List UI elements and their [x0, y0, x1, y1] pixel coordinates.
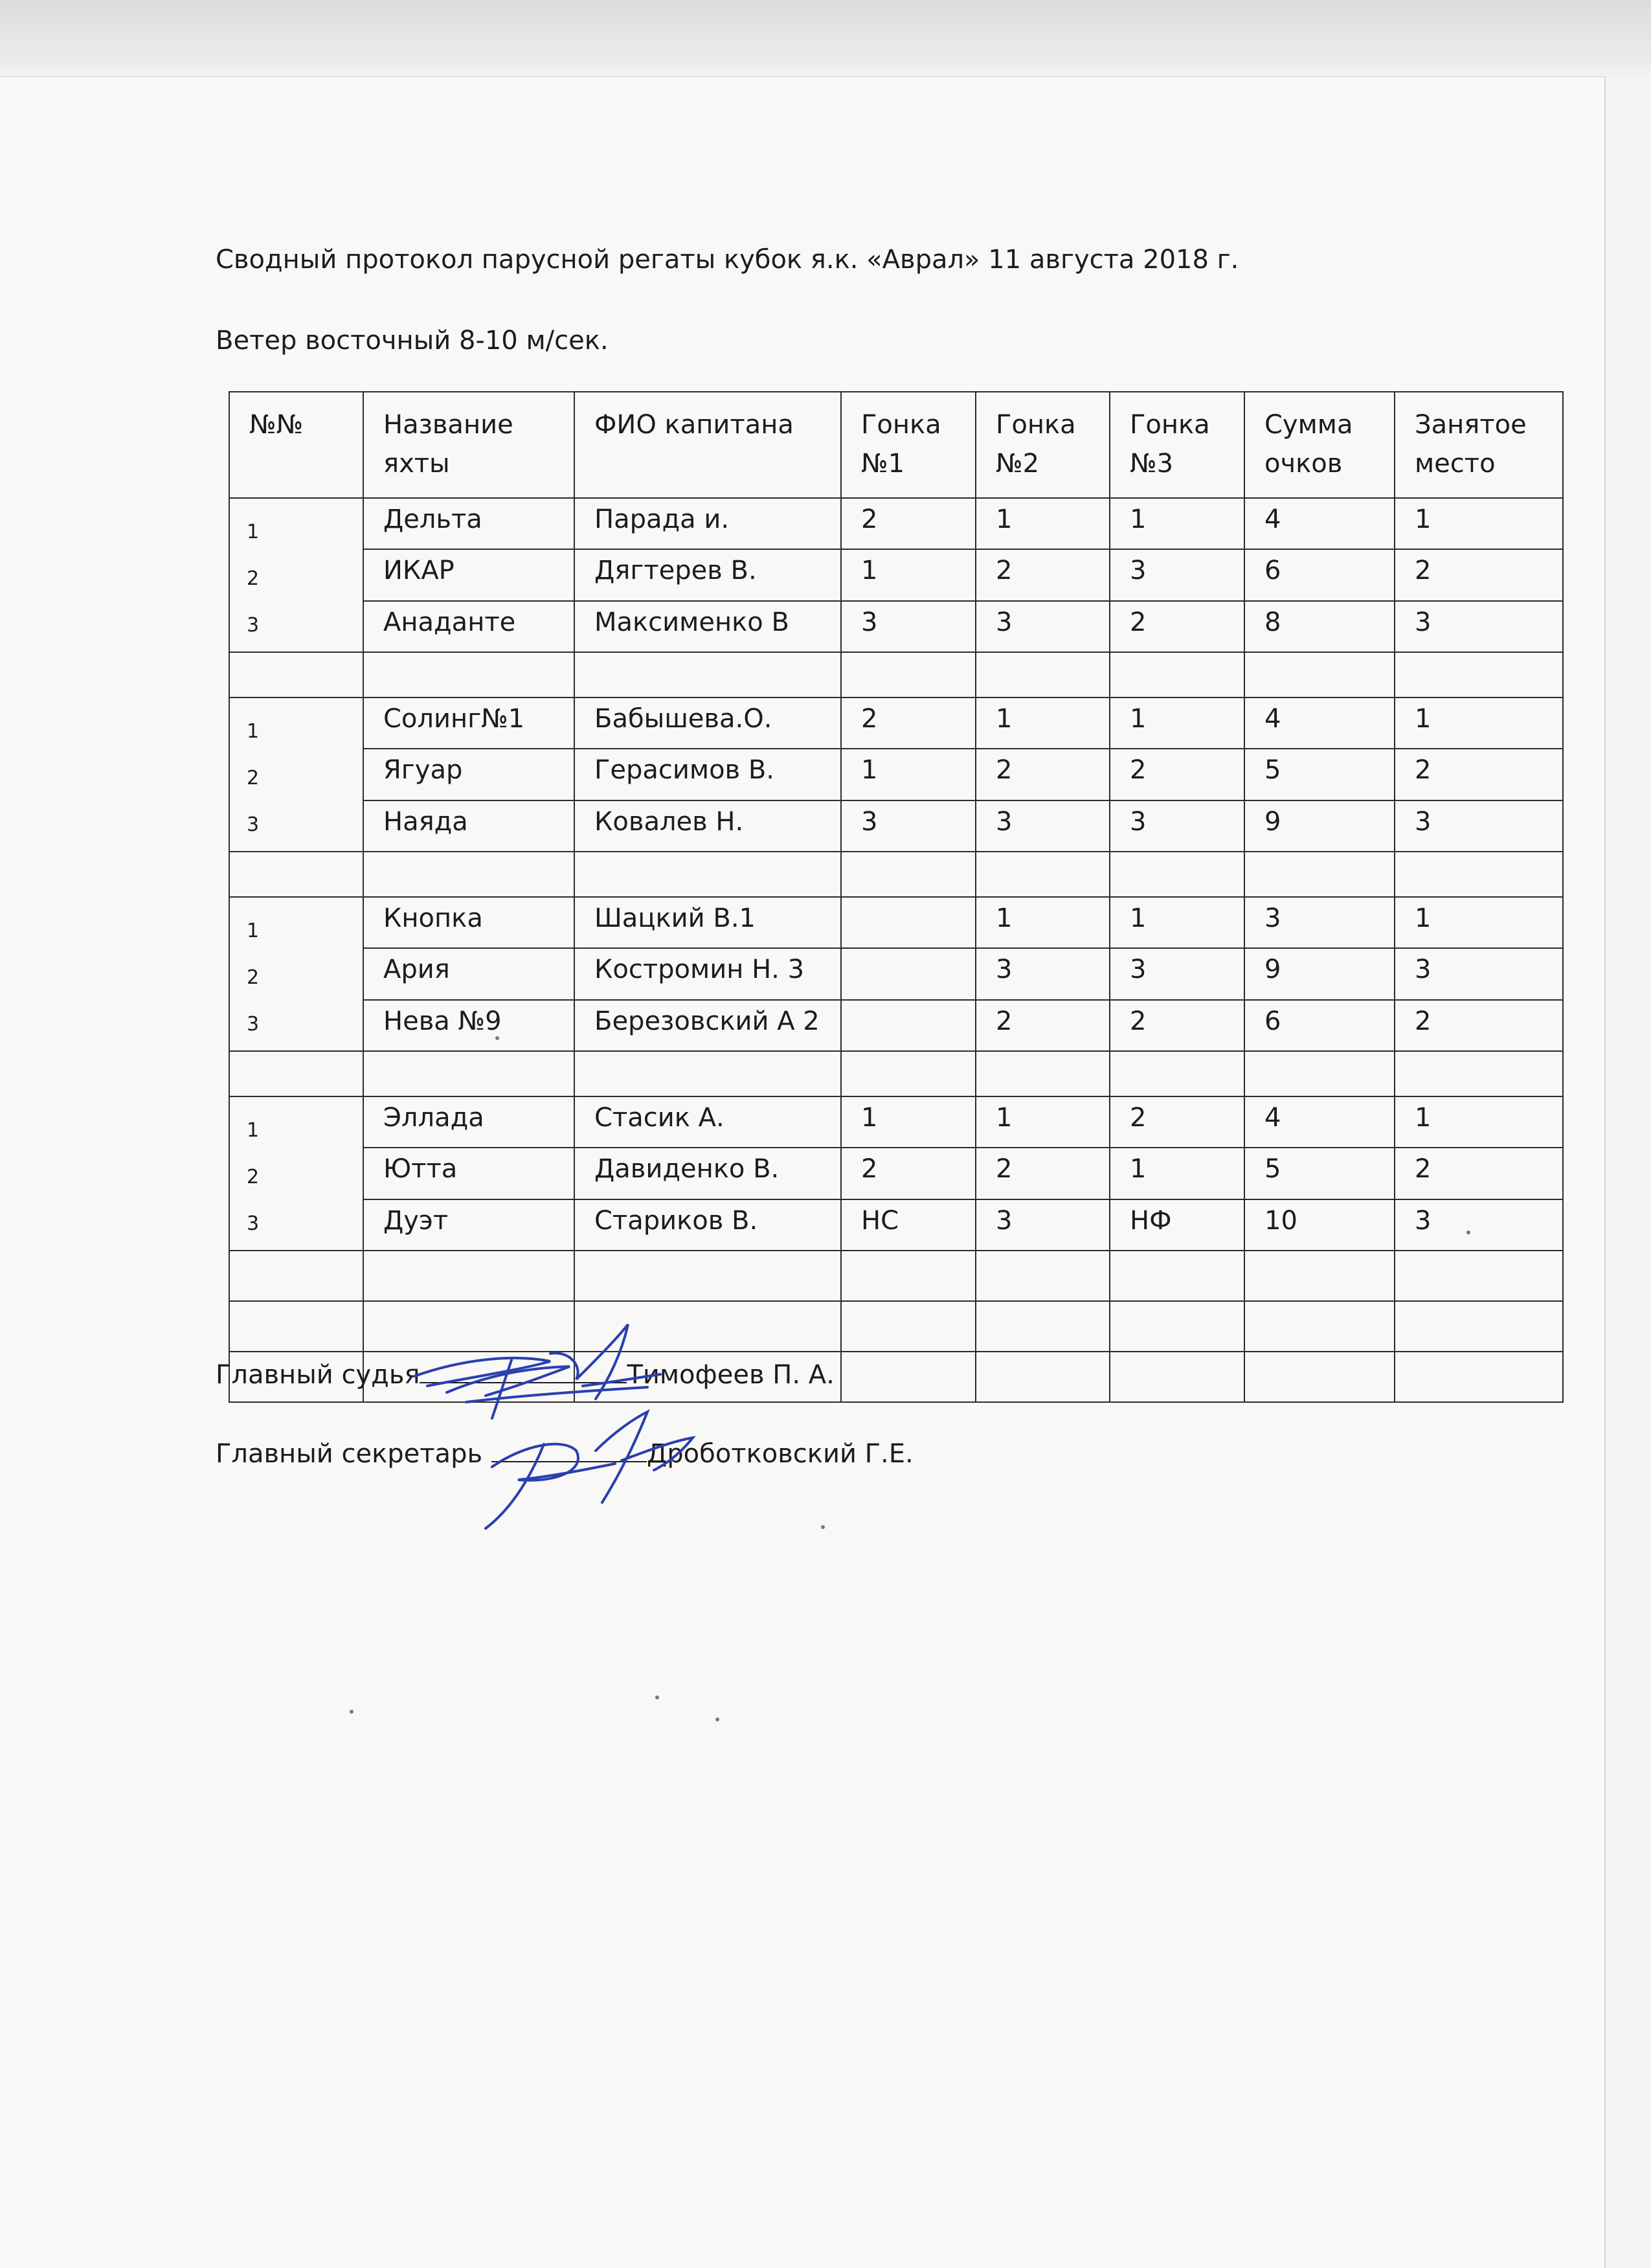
table-row — [229, 601, 1563, 652]
empty-cell — [1244, 1051, 1395, 1096]
race3-cell: 2 — [1110, 1000, 1244, 1051]
header-captain: ФИО капитана — [574, 392, 841, 498]
captain-cell: Парада и. — [574, 498, 841, 549]
empty-cell — [1395, 1301, 1563, 1352]
captain-cell: Стасик А. — [574, 1096, 841, 1148]
results-table — [229, 391, 1564, 1403]
document-title: Сводный протокол парусной регаты кубок я.к. «Аврал» 11 августа 2018 г. — [216, 245, 1239, 275]
empty-cell — [363, 1251, 574, 1301]
empty-cell — [841, 1051, 976, 1096]
header-race2: Гонка №2 — [976, 392, 1110, 498]
race2-cell: 1 — [976, 1096, 1110, 1148]
race2-cell: 3 — [976, 800, 1110, 852]
secretary-signature — [466, 1405, 738, 1535]
empty-cell — [1395, 1051, 1563, 1096]
yacht-cell: Солинг№1 — [363, 697, 574, 749]
row-numbers-cell — [229, 897, 363, 1051]
spacer-row — [229, 1051, 1563, 1096]
yacht-cell: Дельта — [363, 498, 574, 549]
scan-speck — [350, 1710, 354, 1714]
empty-cell — [1110, 1352, 1244, 1402]
empty-cell — [229, 852, 363, 897]
row-number: 1 — [247, 920, 260, 942]
captain-cell: Дягтерев В. — [574, 549, 841, 600]
race2-cell: 2 — [976, 749, 1110, 800]
race2-cell: 2 — [976, 549, 1110, 600]
empty-cell — [1395, 1251, 1563, 1301]
race2-cell: 3 — [976, 1199, 1110, 1251]
total-cell: 4 — [1244, 697, 1395, 749]
empty-cell — [363, 1051, 574, 1096]
race1-cell: 2 — [841, 697, 976, 749]
place-cell: 2 — [1395, 1000, 1563, 1051]
empty-cell — [1395, 852, 1563, 897]
secretary-name: Дроботковский Г.Е. — [647, 1439, 914, 1469]
header-race3: Гонка №3 — [1110, 392, 1244, 498]
race1-cell: 2 — [841, 1148, 976, 1199]
total-cell: 9 — [1244, 948, 1395, 999]
race3-cell: 3 — [1110, 549, 1244, 600]
scan-speck — [1466, 1230, 1470, 1234]
row-number: 2 — [247, 1166, 260, 1188]
race3-cell: 1 — [1110, 1148, 1244, 1199]
race3-cell: 1 — [1110, 498, 1244, 549]
total-cell: 5 — [1244, 1148, 1395, 1199]
race2-cell: 1 — [976, 697, 1110, 749]
race1-cell: 3 — [841, 601, 976, 652]
empty-cell — [1244, 1352, 1395, 1402]
race3-cell: 3 — [1110, 948, 1244, 999]
wind-conditions: Ветер восточный 8-10 м/сек. — [216, 326, 609, 356]
row-number: 3 — [247, 1013, 260, 1036]
row-number: 2 — [247, 966, 260, 989]
place-cell: 2 — [1395, 549, 1563, 600]
yacht-cell: Дуэт — [363, 1199, 574, 1251]
secretary-label: Главный секретарь — [216, 1439, 483, 1469]
race2-cell: 1 — [976, 498, 1110, 549]
empty-cell — [229, 1251, 363, 1301]
yacht-cell: Наяда — [363, 800, 574, 852]
table-row — [229, 697, 1563, 749]
header-race1: Гонка №1 — [841, 392, 976, 498]
race1-cell: 1 — [841, 1096, 976, 1148]
empty-cell — [1244, 1251, 1395, 1301]
total-cell: 5 — [1244, 749, 1395, 800]
judge-label: Главный судья — [216, 1360, 420, 1390]
table-row — [229, 1000, 1563, 1051]
place-cell: 3 — [1395, 1199, 1563, 1251]
empty-cell — [1110, 1051, 1244, 1096]
table-row — [229, 1096, 1563, 1148]
spacer-row — [229, 852, 1563, 897]
results-body — [229, 498, 1563, 1402]
race3-cell: НФ — [1110, 1199, 1244, 1251]
empty-cell — [1110, 652, 1244, 697]
captain-cell: Шацкий В.1 — [574, 897, 841, 948]
row-number: 3 — [247, 614, 260, 637]
race1-cell: 2 — [841, 498, 976, 549]
table-row — [229, 549, 1563, 600]
empty-cell — [1110, 1301, 1244, 1352]
place-cell: 1 — [1395, 1096, 1563, 1148]
race1-cell — [841, 1000, 976, 1051]
race1-cell: НС — [841, 1199, 976, 1251]
empty-row — [229, 1251, 1563, 1301]
row-number: 1 — [247, 720, 260, 743]
captain-cell: Давиденко В. — [574, 1148, 841, 1199]
race2-cell: 3 — [976, 601, 1110, 652]
captain-cell: Березовский А 2 — [574, 1000, 841, 1051]
race1-cell: 1 — [841, 749, 976, 800]
yacht-cell: Ютта — [363, 1148, 574, 1199]
total-cell: 4 — [1244, 1096, 1395, 1148]
table-row — [229, 749, 1563, 800]
header-num: №№ — [229, 392, 363, 498]
empty-cell — [574, 852, 841, 897]
yacht-cell: Эллада — [363, 1096, 574, 1148]
table-row — [229, 800, 1563, 852]
empty-cell — [976, 852, 1110, 897]
table-row — [229, 1148, 1563, 1199]
total-cell: 10 — [1244, 1199, 1395, 1251]
row-numbers-cell — [229, 1096, 363, 1251]
race2-cell: 2 — [976, 1148, 1110, 1199]
yacht-cell: Кнопка — [363, 897, 574, 948]
scan-speck — [715, 1718, 719, 1721]
race2-cell: 2 — [976, 1000, 1110, 1051]
captain-cell: Герасимов В. — [574, 749, 841, 800]
empty-cell — [1244, 652, 1395, 697]
empty-cell — [976, 652, 1110, 697]
race1-cell: 1 — [841, 549, 976, 600]
row-number: 3 — [247, 1212, 260, 1235]
empty-cell — [574, 652, 841, 697]
total-cell: 8 — [1244, 601, 1395, 652]
place-cell: 2 — [1395, 749, 1563, 800]
race3-cell: 2 — [1110, 749, 1244, 800]
race1-cell — [841, 897, 976, 948]
header-row — [229, 392, 1563, 498]
table-row — [229, 948, 1563, 999]
row-number: 2 — [247, 767, 260, 789]
total-cell: 3 — [1244, 897, 1395, 948]
race3-cell: 1 — [1110, 697, 1244, 749]
empty-cell — [229, 1301, 363, 1352]
row-number: 3 — [247, 813, 260, 836]
empty-cell — [1395, 652, 1563, 697]
captain-cell: Стариков В. — [574, 1199, 841, 1251]
empty-cell — [841, 852, 976, 897]
empty-cell — [1110, 1251, 1244, 1301]
captain-cell: Костромин Н. 3 — [574, 948, 841, 999]
yacht-cell: Нева №9 — [363, 1000, 574, 1051]
header-place: Занятое место — [1395, 392, 1563, 498]
empty-cell — [574, 1251, 841, 1301]
race2-cell: 1 — [976, 897, 1110, 948]
empty-cell — [229, 1051, 363, 1096]
race3-cell: 3 — [1110, 800, 1244, 852]
judge-name: Тимофеев П. А. — [627, 1360, 835, 1390]
spacer-row — [229, 652, 1563, 697]
yacht-cell: ИКАР — [363, 549, 574, 600]
empty-cell — [976, 1051, 1110, 1096]
scan-background — [0, 0, 1651, 79]
total-cell: 6 — [1244, 1000, 1395, 1051]
captain-cell: Максименко В — [574, 601, 841, 652]
race3-cell: 2 — [1110, 601, 1244, 652]
empty-cell — [976, 1251, 1110, 1301]
captain-cell: Бабышева.О. — [574, 697, 841, 749]
yacht-cell: Ягуар — [363, 749, 574, 800]
empty-cell — [841, 652, 976, 697]
row-numbers-cell — [229, 498, 363, 652]
captain-cell: Ковалев Н. — [574, 800, 841, 852]
empty-cell — [1244, 852, 1395, 897]
yacht-cell: Анаданте — [363, 601, 574, 652]
scan-speck — [821, 1525, 825, 1529]
total-cell: 4 — [1244, 498, 1395, 549]
row-number: 1 — [247, 1119, 260, 1142]
empty-cell — [841, 1301, 976, 1352]
header-yacht: Название яхты — [363, 392, 574, 498]
empty-cell — [841, 1352, 976, 1402]
total-cell: 6 — [1244, 549, 1395, 600]
table-row — [229, 1199, 1563, 1251]
table-row — [229, 897, 1563, 948]
race3-cell: 2 — [1110, 1096, 1244, 1148]
place-cell: 1 — [1395, 697, 1563, 749]
empty-cell — [1110, 852, 1244, 897]
empty-cell — [363, 852, 574, 897]
row-numbers-cell — [229, 697, 363, 852]
scan-speck — [495, 1036, 499, 1040]
empty-cell — [1395, 1352, 1563, 1402]
race1-cell — [841, 948, 976, 999]
row-number: 2 — [247, 567, 260, 590]
place-cell: 3 — [1395, 948, 1563, 999]
row-number: 1 — [247, 521, 260, 543]
empty-cell — [976, 1301, 1110, 1352]
empty-cell — [841, 1251, 976, 1301]
place-cell: 1 — [1395, 498, 1563, 549]
empty-cell — [229, 652, 363, 697]
place-cell: 1 — [1395, 897, 1563, 948]
place-cell: 3 — [1395, 800, 1563, 852]
empty-cell — [976, 1352, 1110, 1402]
total-cell: 9 — [1244, 800, 1395, 852]
race3-cell: 1 — [1110, 897, 1244, 948]
place-cell: 3 — [1395, 601, 1563, 652]
race1-cell: 3 — [841, 800, 976, 852]
yacht-cell: Ария — [363, 948, 574, 999]
place-cell: 2 — [1395, 1148, 1563, 1199]
empty-cell — [574, 1051, 841, 1096]
header-total: Сумма очков — [1244, 392, 1395, 498]
table-row — [229, 498, 1563, 549]
empty-cell — [363, 652, 574, 697]
empty-cell — [1244, 1301, 1395, 1352]
race2-cell: 3 — [976, 948, 1110, 999]
scan-speck — [655, 1695, 659, 1699]
